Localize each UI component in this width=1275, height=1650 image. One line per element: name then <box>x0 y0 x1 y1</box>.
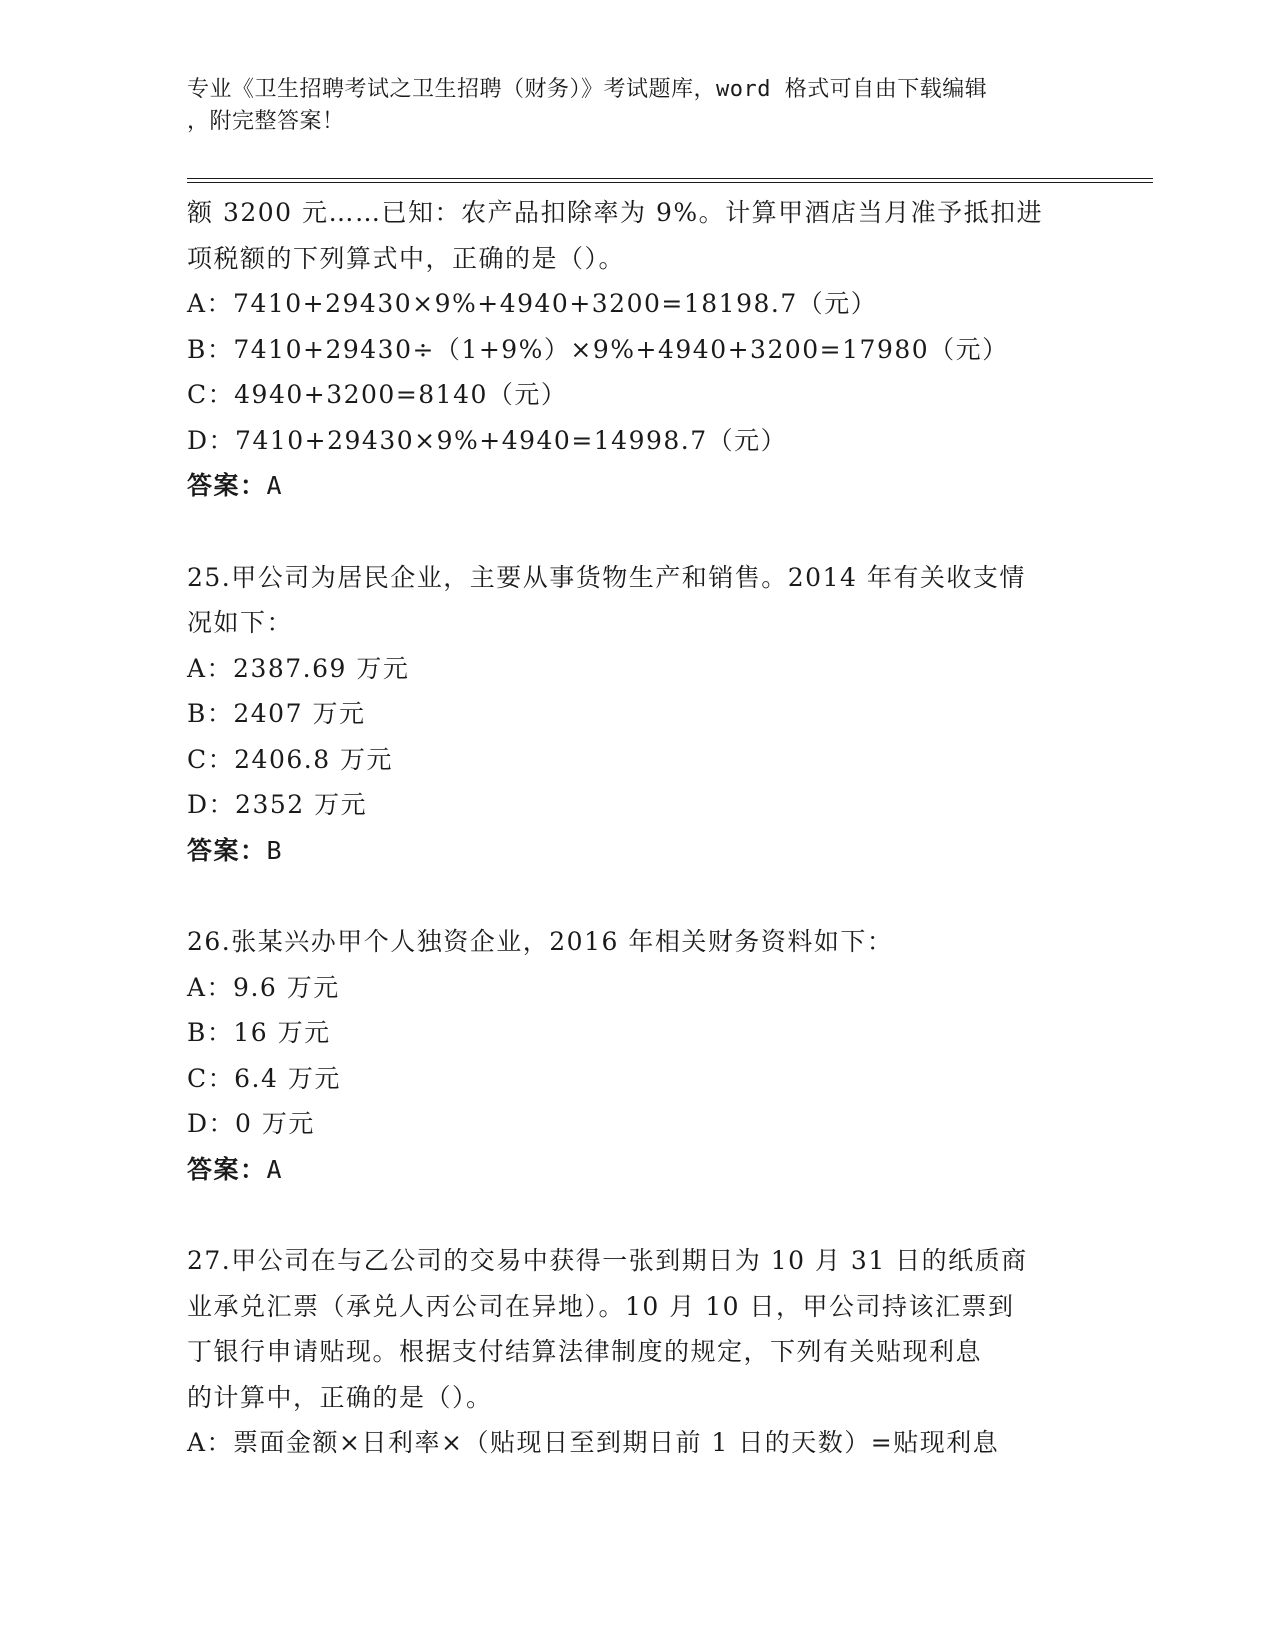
question-24 <box>187 190 1087 509</box>
answer-value: B <box>266 835 284 865</box>
question-stem: 丁银行申请贴现。根据支付结算法律制度的规定，下列有关贴现利息 <box>187 1337 983 1366</box>
answer-label: 答案： <box>187 835 267 865</box>
question-stem: 的计算中，正确的是（）。 <box>187 1382 493 1412</box>
question-stem: 25.甲公司为居民企业，主要从事货物生产和销售。2014 年有关收支情 <box>187 562 1026 592</box>
question-stem: 27.甲公司在与乙公司的交易中获得一张到期日为 10 月 31 日的纸质商 <box>187 1246 1028 1275</box>
question-stem: 业承兑汇票（承兑人丙公司在异地）。10 月 10 日，甲公司持该汇票到 <box>187 1291 1015 1321</box>
question-stem: 项税额的下列算式中，正确的是（）。 <box>187 243 626 273</box>
option-c: C：6.4 万元 <box>187 1063 341 1093</box>
page-header <box>187 74 1087 138</box>
question-26 <box>187 919 1087 1192</box>
answer-value: A <box>266 1154 284 1184</box>
option-b: B：7410+29430÷（1+9%）×9%+4940+3200=17980（元） <box>187 334 1009 364</box>
question-stem: 额 3200 元……已知：农产品扣除率为 9%。计算甲酒店当月准予抵扣进 <box>187 198 1044 227</box>
question-stem: 况如下： <box>187 608 294 637</box>
option-c: C：2406.8 万元 <box>187 744 394 774</box>
question-stem: 26.张某兴办甲个人独资企业，2016 年相关财务资料如下： <box>187 927 894 956</box>
answer <box>187 828 1087 874</box>
option-b: B：2407 万元 <box>187 699 366 728</box>
header-rule-top <box>187 178 1153 179</box>
spacer <box>187 509 1087 555</box>
option-c: C：4940+3200=8140（元） <box>187 380 568 409</box>
option-d: D：2352 万元 <box>187 790 368 819</box>
option-a: A：7410+29430×9%+4940+3200=18198.7（元） <box>187 289 878 318</box>
answer-label: 答案： <box>187 471 267 500</box>
answer <box>187 463 1087 509</box>
answer-label: 答案： <box>187 1154 267 1184</box>
option-d: D：0 万元 <box>187 1109 315 1138</box>
option-a: A：2387.69 万元 <box>187 653 410 683</box>
option-a: A：票面金额×日利率×（贴现日至到期日前 1 日的天数）=贴现利息 <box>187 1428 1000 1457</box>
header-rule-bottom <box>187 182 1153 183</box>
question-25 <box>187 555 1087 874</box>
question-27 <box>187 1238 1087 1466</box>
spacer <box>187 873 1087 919</box>
answer-value: A <box>266 471 284 500</box>
spacer <box>187 1192 1087 1238</box>
header-line-2: ，附完整答案！ <box>187 109 345 134</box>
answer <box>187 1147 1087 1193</box>
question-content <box>187 190 1087 1466</box>
header-line-1: 专业《卫生招聘考试之卫生招聘（财务）》考试题库，word 格式可自由下载编辑 <box>187 77 988 102</box>
option-b: B：16 万元 <box>187 1018 331 1047</box>
option-a: A：9.6 万元 <box>187 972 340 1002</box>
option-d: D：7410+29430×9%+4940=14998.7（元） <box>187 425 788 455</box>
